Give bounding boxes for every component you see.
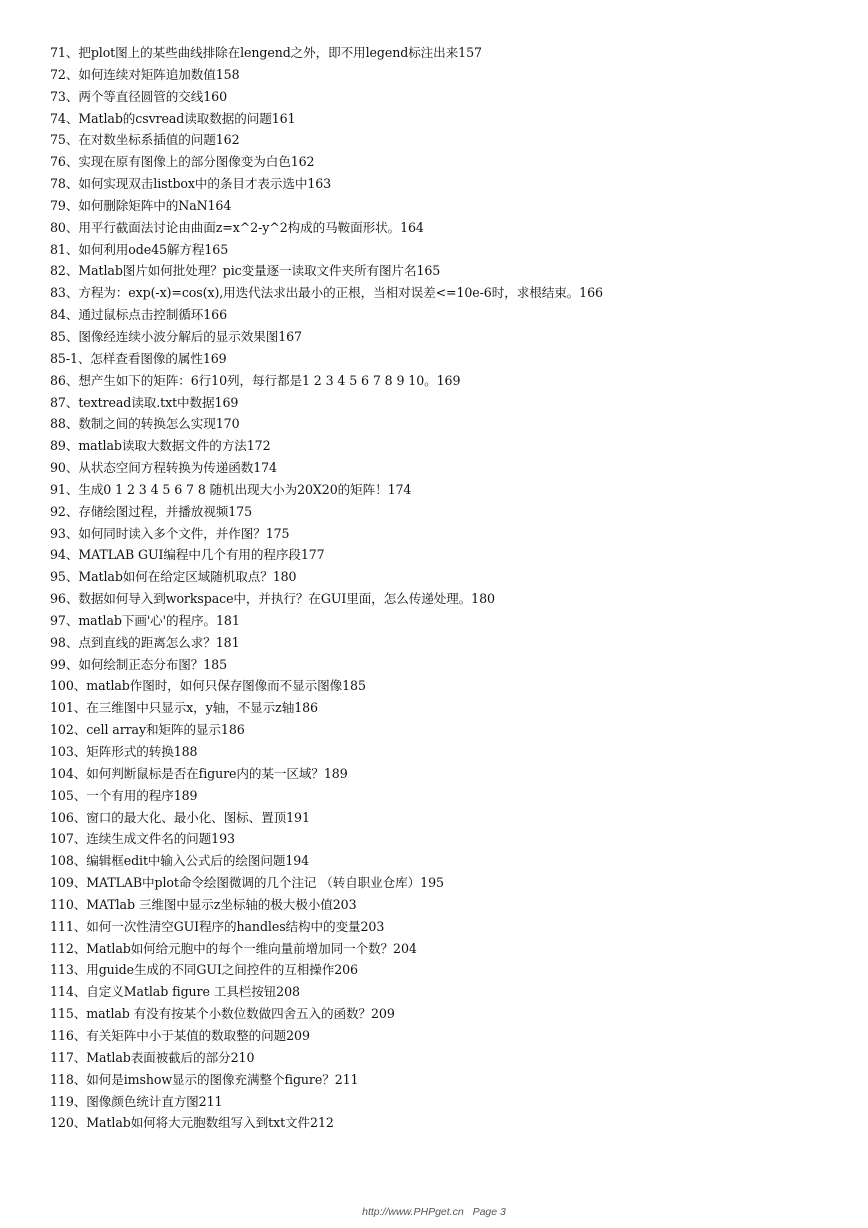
toc-entry[interactable]: 101、在三维图中只显示x，y轴，不显示z轴186 [50, 700, 318, 716]
toc-entry[interactable]: 88、数制之间的转换怎么实现170 [50, 416, 240, 432]
page-footer [0, 1206, 868, 1218]
toc-entry[interactable]: 108、编辑框edit中输入公式后的绘图问题194 [50, 853, 310, 869]
toc-entry[interactable]: 110、MATlab 三维图中显示z坐标轴的极大极小值203 [50, 896, 357, 912]
toc-entry[interactable]: 95、Matlab如何在给定区域随机取点？180 [50, 569, 297, 585]
toc-entry[interactable]: 105、一个有用的程序189 [50, 787, 198, 803]
toc-entry[interactable]: 118、如何是imshow显示的图像充满整个figure？211 [50, 1071, 359, 1087]
toc-entry[interactable]: 99、如何绘制正态分布图？185 [50, 656, 227, 672]
toc-entry[interactable]: 92、存储绘图过程，并播放视频175 [50, 503, 252, 519]
toc-entry[interactable]: 91、生成0 1 2 3 4 5 6 7 8 随机出现大小为20X20的矩阵！174 [50, 481, 412, 497]
toc-entry[interactable]: 76、实现在原有图像上的部分图像变为白色162 [50, 154, 315, 170]
toc-entry[interactable]: 84、通过鼠标点击控制循环166 [50, 307, 227, 323]
toc-entry[interactable]: 113、用guide生成的不同GUI之间控件的互相操作206 [50, 962, 358, 978]
toc-entry[interactable]: 103、矩阵形式的转换188 [50, 744, 198, 759]
toc-entry[interactable]: 115、matlab 有没有按某个小数位数做四舍五入的函数？209 [50, 1006, 395, 1022]
toc-entry[interactable]: 75、在对数坐标系插值的问题162 [50, 132, 240, 148]
toc-entry[interactable]: 117、Matlab表面被截后的部分210 [50, 1049, 255, 1065]
toc-entry[interactable]: 116、有关矩阵中小于某值的数取整的问题209 [50, 1027, 310, 1043]
toc-entry[interactable]: 89、matlab读取大数据文件的方法172 [50, 438, 271, 454]
toc-entry[interactable]: 114、自定义Matlab figure 工具栏按钮208 [50, 984, 300, 1000]
toc-entry[interactable]: 80、用平行截面法讨论由曲面z=x^2-y^2构成的马鞍面形状。164 [50, 219, 424, 235]
toc-entry[interactable]: 96、数据如何导入到workspace中，并执行？在GUI里面，怎么传递处理。180 [50, 591, 495, 607]
toc-entry[interactable]: 86、想产生如下的矩阵：6行10列，每行都是1 2 3 4 5 6 7 8 9 10。169 [50, 372, 461, 388]
toc-entry[interactable]: 83、方程为：exp(-x)=cos(x),用迭代法求出最小的正根，当相对误差<=10e-6时，求根结束。166 [50, 285, 603, 301]
toc-entry[interactable]: 100、matlab作图时，如何只保存图像而不显示图像185 [50, 678, 366, 694]
toc-entry[interactable]: 109、MATLAB中plot命令绘图微调的几个注记 （转自职业仓库）195 [50, 875, 444, 891]
toc-entry[interactable]: 79、如何删除矩阵中的NaN164 [50, 197, 232, 213]
toc-entry[interactable]: 81、如何利用ode45解方程165 [50, 241, 229, 257]
toc-entry[interactable]: 106、窗口的最大化、最小化、图标、置顶191 [50, 809, 310, 825]
toc-entry[interactable]: 90、从状态空间方程转换为传递函数174 [50, 460, 277, 476]
toc-entry[interactable]: 87、textread读取.txt中数据169 [50, 394, 239, 410]
toc-entry[interactable]: 94、MATLAB GUI编程中几个有用的程序段177 [50, 547, 325, 563]
toc-entry[interactable]: 119、图像颜色统计直方图211 [50, 1093, 223, 1109]
toc-entry[interactable]: 102、cell array和矩阵的显示186 [50, 722, 245, 738]
toc-entry[interactable]: 71、把plot图上的某些曲线排除在lengend之外，即不用legend标注出来157 [50, 45, 482, 60]
toc-entry[interactable]: 120、Matlab如何将大元胞数组写入到txt文件212 [50, 1115, 334, 1131]
toc-entry[interactable]: 104、如何判断鼠标是否在figure内的某一区域？189 [50, 765, 348, 781]
toc-entry[interactable]: 78、如何实现双击listbox中的条目才表示选中163 [50, 176, 332, 192]
toc-entry[interactable]: 72、如何连续对矩阵追加数值158 [50, 66, 240, 82]
toc-entry[interactable]: 82、Matlab图片如何批处理？pic变量逐一读取文件夹所有图片名165 [50, 263, 441, 279]
table-of-contents [50, 42, 850, 1134]
toc-entry[interactable]: 97、matlab下画'心'的程序。181 [50, 612, 240, 628]
page-number: Page 3 [472, 1206, 506, 1218]
toc-entry[interactable]: 111、如何一次性清空GUI程序的handles结构中的变量203 [50, 918, 385, 934]
toc-entry[interactable]: 93、如何同时读入多个文件，并作图？175 [50, 525, 290, 541]
toc-entry[interactable]: 107、连续生成文件名的问题193 [50, 831, 235, 847]
toc-entry[interactable]: 85-1、怎样查看图像的属性169 [50, 350, 227, 366]
toc-entry[interactable]: 112、Matlab如何给元胞中的每个一维向量前增加同一个数？204 [50, 940, 417, 956]
toc-entry[interactable]: 74、Matlab的csvread读取数据的问题161 [50, 110, 296, 126]
toc-entry[interactable]: 73、两个等直径圆管的交线160 [50, 88, 227, 104]
toc-entry[interactable]: 98、点到直线的距离怎么求？181 [50, 634, 240, 650]
toc-entry[interactable]: 85、图像经连续小波分解后的显示效果图167 [50, 328, 302, 344]
footer-url: http://www.PHPget.cn [362, 1206, 464, 1218]
